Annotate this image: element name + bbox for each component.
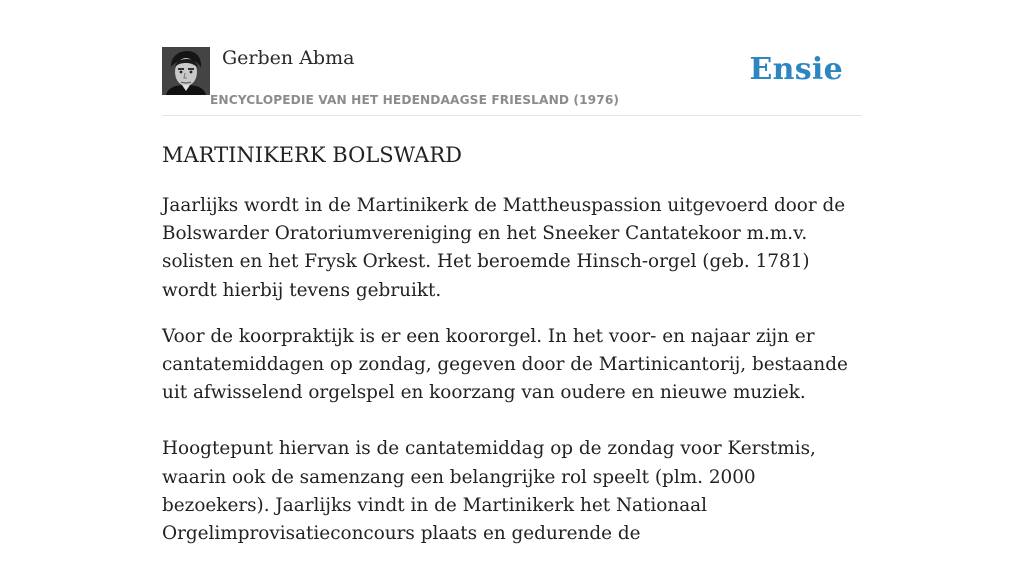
brand-logo[interactable]: Ensie	[749, 52, 843, 87]
article-page	[162, 0, 862, 545]
source-publication[interactable]: ENCYCLOPEDIE VAN HET HEDENDAAGSE FRIESLAND (1976)	[210, 93, 620, 107]
article-paragraph: Hoogtepunt hiervan is de cantatemiddag op de zondag voor Kerstmis, waarin ook de samenzang een belangrijke rol speelt (plm. 2000 bezoekers). Jaarlijks vindt in de Martinikerk het Nationaal Orgelimprovisatieconcours plaats en gedurende de	[162, 438, 816, 545]
author-avatar[interactable]	[162, 47, 210, 95]
article-title: MARTINIKERK BOLSWARD	[162, 143, 462, 167]
author-name[interactable]: Gerben Abma	[222, 47, 355, 69]
article-paragraph: Voor de koorpraktijk is er een koororgel. In het voor- en najaar zijn er cantatemiddagen op zondag, gegeven door de Martinicantorij, bestaande uit afwisselend orgelspel en koorzang van oudere en nieuwe muziek.	[162, 325, 848, 404]
article-body	[162, 192, 867, 566]
article-header	[162, 0, 862, 116]
article-paragraph: Jaarlijks wordt in de Martinikerk de Mattheuspassion uitgevoerd door de Bolswarder Oratoriumvereniging en het Sneeker Cantatekoor m.m.v. solisten en het Frysk Orkest. Het beroemde Hinsch-orgel (geb. 1781) wordt hierbij tevens gebruikt.	[162, 195, 846, 301]
author-portrait-icon	[162, 47, 210, 95]
